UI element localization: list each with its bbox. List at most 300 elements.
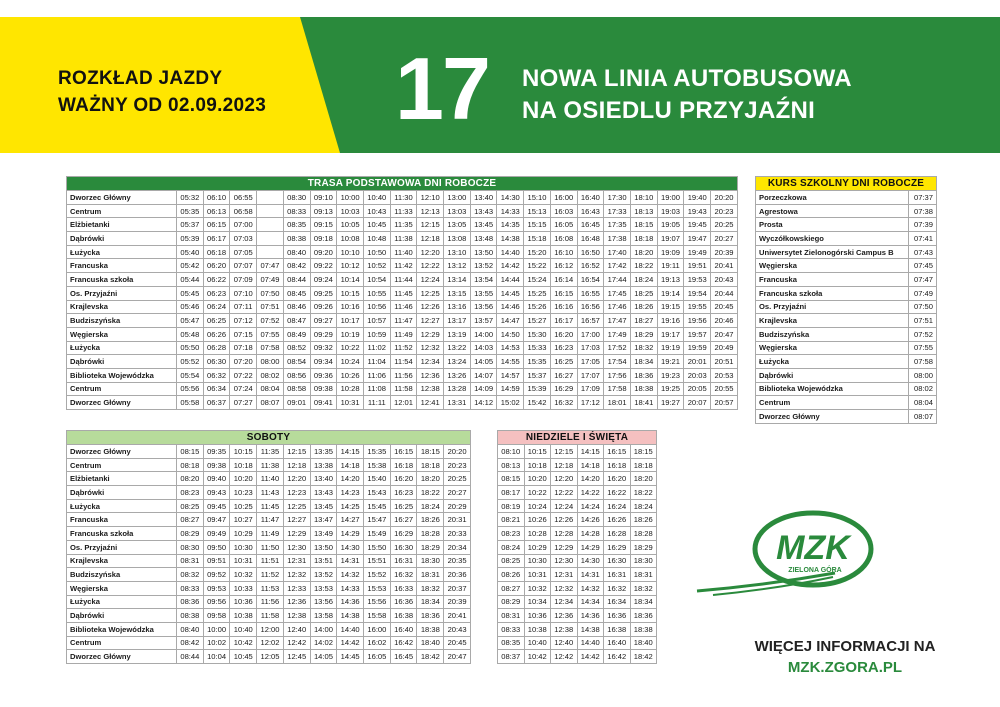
departure-time: 08:15 — [177, 445, 204, 459]
departure-time: 13:56 — [470, 300, 497, 314]
departure-time: 12:45 — [283, 650, 310, 664]
departure-time: 13:12 — [444, 259, 471, 273]
departure-time: 08:35 — [498, 636, 525, 650]
departure-time: 09:27 — [310, 314, 337, 328]
departure-time: 13:08 — [444, 232, 471, 246]
departure-time: 10:38 — [524, 622, 551, 636]
departure-time: 08:36 — [177, 595, 204, 609]
departure-time: 16:12 — [550, 259, 577, 273]
line-name-1: NOWA LINIA AUTOBUSOWA — [522, 65, 852, 92]
departure-time: 16:17 — [550, 314, 577, 328]
stop-name: Węgierska — [67, 581, 177, 595]
departure-time: 08:58 — [283, 382, 310, 396]
departure-time: 16:40 — [604, 636, 631, 650]
departure-time: 08:37 — [498, 650, 525, 664]
departure-time: 19:05 — [657, 218, 684, 232]
departure-time: 09:36 — [310, 368, 337, 382]
departure-time: 17:46 — [604, 300, 631, 314]
departure-time: 18:15 — [630, 218, 657, 232]
validity-notice — [58, 65, 338, 119]
departure-time: 08:26 — [498, 568, 525, 582]
departure-time: 07:07 — [230, 259, 257, 273]
departure-time: 14:07 — [470, 368, 497, 382]
departure-time: 06:37 — [203, 396, 230, 410]
departure-time: 10:50 — [363, 245, 390, 259]
departure-time: 16:32 — [390, 568, 417, 582]
departure-time: 20:47 — [444, 650, 471, 664]
stop-name: Centrum — [67, 636, 177, 650]
departure-time: 14:15 — [577, 445, 604, 459]
departure-time: 07:58 — [909, 355, 937, 369]
departure-time: 10:04 — [203, 650, 230, 664]
stop-name: Biblioteka Wojewódzka — [67, 622, 177, 636]
departure-time: 10:40 — [524, 636, 551, 650]
table-row — [67, 527, 471, 541]
departure-time: 12:30 — [283, 540, 310, 554]
table-row — [756, 368, 937, 382]
departure-time: 14:38 — [577, 622, 604, 636]
departure-time: 19:54 — [684, 286, 711, 300]
departure-time: 09:40 — [203, 472, 230, 486]
departure-time: 18:26 — [630, 300, 657, 314]
departure-time: 12:20 — [417, 245, 444, 259]
departure-time: 20:27 — [711, 232, 738, 246]
departure-time: 08:35 — [283, 218, 310, 232]
departure-time: 15:56 — [364, 595, 391, 609]
table-row — [67, 204, 738, 218]
departure-time: 12:42 — [551, 650, 578, 664]
departure-time: 07:51 — [909, 314, 937, 328]
table-row — [67, 636, 471, 650]
departure-time: 13:15 — [444, 286, 471, 300]
departure-time: 15:35 — [524, 355, 551, 369]
departure-time: 10:28 — [524, 527, 551, 541]
departure-time: 10:15 — [337, 286, 364, 300]
departure-time: 05:48 — [177, 327, 204, 341]
departure-time: 15:02 — [497, 396, 524, 410]
departure-time: 16:18 — [390, 458, 417, 472]
stop-name: Os. Przyjaźni — [67, 286, 177, 300]
departure-time: 09:32 — [310, 341, 337, 355]
departure-time: 19:11 — [657, 259, 684, 273]
departure-time: 12:20 — [283, 472, 310, 486]
departure-time: 08:21 — [498, 513, 525, 527]
table-row — [756, 327, 937, 341]
departure-time: 12:20 — [551, 472, 578, 486]
departure-time: 12:18 — [283, 458, 310, 472]
departure-time: 08:38 — [177, 609, 204, 623]
departure-time: 18:24 — [417, 499, 444, 513]
departure-time: 12:38 — [283, 609, 310, 623]
departure-time: 10:18 — [524, 458, 551, 472]
departure-time: 15:35 — [364, 445, 391, 459]
departure-time: 10:20 — [230, 472, 257, 486]
departure-time: 19:23 — [657, 368, 684, 382]
departure-time: 16:25 — [550, 355, 577, 369]
departure-time: 11:56 — [390, 368, 417, 382]
departure-time: 14:29 — [577, 540, 604, 554]
departure-time: 20:20 — [444, 445, 471, 459]
stop-name: Łużycka — [67, 245, 177, 259]
departure-time: 18:32 — [417, 581, 444, 595]
departure-time: 12:02 — [257, 636, 284, 650]
departure-time: 20:23 — [444, 458, 471, 472]
stop-name: Łużycka — [756, 355, 909, 369]
departure-time: 18:25 — [630, 286, 657, 300]
departure-time: 13:47 — [310, 513, 337, 527]
stop-name: Dąbrówki — [756, 368, 909, 382]
departure-time: 15:30 — [524, 327, 551, 341]
departure-time: 20:49 — [711, 341, 738, 355]
stop-name: Centrum — [67, 204, 177, 218]
departure-time: 17:09 — [577, 382, 604, 396]
school-timetable — [755, 176, 937, 424]
table-row — [498, 499, 657, 513]
departure-time: 10:22 — [524, 486, 551, 500]
departure-time: 07:18 — [230, 341, 257, 355]
departure-time: 14:40 — [577, 636, 604, 650]
departure-time: 09:24 — [310, 273, 337, 287]
departure-time: 09:43 — [203, 486, 230, 500]
departure-time: 09:47 — [203, 513, 230, 527]
departure-time: 17:03 — [577, 341, 604, 355]
departure-time: 14:25 — [337, 499, 364, 513]
departure-time: 09:56 — [203, 595, 230, 609]
departure-time: 16:00 — [364, 622, 391, 636]
departure-time: 12:15 — [551, 445, 578, 459]
departure-time: 07:27 — [230, 396, 257, 410]
departure-time: 07:52 — [257, 314, 284, 328]
departure-time: 18:30 — [417, 554, 444, 568]
departure-time: 11:43 — [257, 486, 284, 500]
departure-time: 16:42 — [390, 636, 417, 650]
departure-time: 20:35 — [444, 554, 471, 568]
departure-time: 11:35 — [257, 445, 284, 459]
departure-time: 20:23 — [711, 204, 738, 218]
departure-time: 09:45 — [203, 499, 230, 513]
departure-time — [257, 218, 284, 232]
departure-time: 14:05 — [470, 355, 497, 369]
departure-time: 19:57 — [684, 327, 711, 341]
departure-time: 15:13 — [524, 204, 551, 218]
departure-time: 18:32 — [630, 341, 657, 355]
departure-time: 20:20 — [711, 191, 738, 205]
departure-time: 13:48 — [470, 232, 497, 246]
departure-time: 19:07 — [657, 232, 684, 246]
departure-time: 18:30 — [630, 554, 657, 568]
departure-time: 09:18 — [310, 232, 337, 246]
departure-time: 14:55 — [497, 355, 524, 369]
departure-time: 07:52 — [909, 327, 937, 341]
departure-time: 10:45 — [363, 218, 390, 232]
departure-time: 11:45 — [257, 499, 284, 513]
departure-time: 12:26 — [417, 300, 444, 314]
departure-time: 14:31 — [577, 568, 604, 582]
departure-time: 17:49 — [604, 327, 631, 341]
departure-time: 19:53 — [684, 273, 711, 287]
departure-time: 10:34 — [524, 595, 551, 609]
departure-time: 18:36 — [417, 609, 444, 623]
departure-time: 15:20 — [524, 245, 551, 259]
departure-time: 16:18 — [604, 458, 631, 472]
stop-name: Krajlevska — [756, 314, 909, 328]
table-row — [498, 636, 657, 650]
departure-time: 12:23 — [283, 486, 310, 500]
departure-time: 10:52 — [363, 259, 390, 273]
departure-time: 12:42 — [283, 636, 310, 650]
table-row — [67, 486, 471, 500]
departure-time: 14:45 — [337, 650, 364, 664]
departure-time: 15:47 — [364, 513, 391, 527]
departure-time: 15:24 — [524, 273, 551, 287]
departure-time: 06:32 — [203, 368, 230, 382]
sunday-title-text: NIEDZIELE I ŚWIĘTA — [498, 431, 657, 445]
departure-time: 10:42 — [524, 650, 551, 664]
departure-time: 08:04 — [909, 396, 937, 410]
departure-time: 07:12 — [230, 314, 257, 328]
table-row — [67, 245, 738, 259]
departure-time: 19:47 — [684, 232, 711, 246]
departure-time: 18:28 — [630, 527, 657, 541]
departure-time: 20:01 — [684, 355, 711, 369]
departure-time: 10:23 — [230, 486, 257, 500]
departure-time: 13:50 — [470, 245, 497, 259]
departure-time: 09:22 — [310, 259, 337, 273]
departure-time: 10:30 — [230, 540, 257, 554]
departure-time: 16:05 — [550, 218, 577, 232]
table-row — [756, 314, 937, 328]
departure-time: 07:38 — [909, 204, 937, 218]
departure-time: 16:05 — [364, 650, 391, 664]
departure-time: 08:56 — [283, 368, 310, 382]
departure-time: 19:14 — [657, 286, 684, 300]
departure-time: 06:55 — [230, 191, 257, 205]
departure-time: 12:15 — [417, 218, 444, 232]
departure-time: 10:48 — [363, 232, 390, 246]
departure-time: 07:00 — [230, 218, 257, 232]
departure-time: 05:44 — [177, 273, 204, 287]
departure-time: 16:40 — [390, 622, 417, 636]
departure-time: 08:47 — [283, 314, 310, 328]
departure-time: 17:35 — [604, 218, 631, 232]
table-row — [756, 204, 937, 218]
departure-time: 16:30 — [604, 554, 631, 568]
departure-time: 17:07 — [577, 368, 604, 382]
departure-time: 07:39 — [909, 218, 937, 232]
more-info-url[interactable]: MZK.ZGORA.PL — [787, 659, 903, 676]
departure-time: 13:31 — [444, 396, 471, 410]
departure-time: 09:13 — [310, 204, 337, 218]
departure-time: 14:31 — [337, 554, 364, 568]
departure-time: 11:52 — [390, 341, 417, 355]
departure-time: 15:58 — [364, 609, 391, 623]
table-row — [67, 300, 738, 314]
table-row — [756, 191, 937, 205]
departure-time: 07:03 — [230, 232, 257, 246]
departure-time: 13:28 — [444, 382, 471, 396]
weekday-title-text: TRASA PODSTAWOWA DNI ROBOCZE — [67, 177, 738, 191]
departure-time: 10:12 — [337, 259, 364, 273]
departure-time: 20:45 — [444, 636, 471, 650]
departure-time: 12:31 — [283, 554, 310, 568]
departure-time: 18:22 — [417, 486, 444, 500]
departure-time: 07:55 — [257, 327, 284, 341]
departure-time: 16:31 — [390, 554, 417, 568]
departure-time: 12:34 — [551, 595, 578, 609]
table-row — [67, 191, 738, 205]
departure-time: 16:36 — [390, 595, 417, 609]
departure-time: 13:05 — [444, 218, 471, 232]
departure-time: 18:40 — [417, 636, 444, 650]
table-row — [756, 286, 937, 300]
departure-time: 06:18 — [203, 245, 230, 259]
departure-time: 09:34 — [310, 355, 337, 369]
sunday-title — [498, 431, 657, 445]
departure-time: 13:55 — [470, 286, 497, 300]
departure-time: 18:34 — [630, 595, 657, 609]
departure-time: 12:25 — [417, 286, 444, 300]
departure-time: 19:19 — [657, 341, 684, 355]
table-row — [67, 458, 471, 472]
stop-name: Francuska szkoła — [756, 286, 909, 300]
departure-time: 14:18 — [577, 458, 604, 472]
departure-time: 08:29 — [498, 595, 525, 609]
departure-time: 15:33 — [524, 341, 551, 355]
departure-time: 13:45 — [310, 499, 337, 513]
departure-time: 20:36 — [444, 568, 471, 582]
departure-time: 20:45 — [711, 300, 738, 314]
departure-time: 16:56 — [577, 300, 604, 314]
departure-time: 18:41 — [630, 396, 657, 410]
departure-time: 08:25 — [498, 554, 525, 568]
departure-time: 14:45 — [497, 286, 524, 300]
departure-time: 16:45 — [390, 650, 417, 664]
departure-time: 20:43 — [444, 622, 471, 636]
departure-time: 19:59 — [684, 341, 711, 355]
departure-time: 08:32 — [177, 568, 204, 582]
departure-time: 11:08 — [363, 382, 390, 396]
stop-name: Budziszyńska — [756, 327, 909, 341]
departure-time: 12:38 — [551, 622, 578, 636]
departure-time: 10:26 — [524, 513, 551, 527]
departure-time: 19:55 — [684, 300, 711, 314]
departure-time: 14:32 — [337, 568, 364, 582]
table-row — [756, 382, 937, 396]
departure-time: 14:38 — [497, 232, 524, 246]
stop-name: Porzeczkowa — [756, 191, 909, 205]
table-row — [67, 609, 471, 623]
departure-time: 07:43 — [909, 245, 937, 259]
table-row — [67, 273, 738, 287]
departure-time: 08:07 — [257, 396, 284, 410]
departure-time: 08:33 — [283, 204, 310, 218]
departure-time: 11:11 — [363, 396, 390, 410]
stop-name: Centrum — [756, 396, 909, 410]
stop-name: Dworzec Główny — [67, 445, 177, 459]
departure-time: 16:08 — [550, 232, 577, 246]
stop-name: Budziszyńska — [67, 568, 177, 582]
stop-name: Budziszyńska — [67, 314, 177, 328]
departure-time: 09:01 — [283, 396, 310, 410]
departure-time: 15:50 — [364, 540, 391, 554]
departure-time: 10:56 — [363, 300, 390, 314]
line-number: 17 — [395, 39, 489, 138]
departure-time: 08:10 — [498, 445, 525, 459]
stop-name: Łużycka — [67, 499, 177, 513]
table-row — [756, 410, 937, 424]
departure-time: 20:55 — [711, 382, 738, 396]
departure-time: 08:19 — [498, 499, 525, 513]
departure-time: 09:35 — [203, 445, 230, 459]
departure-time: 13:22 — [444, 341, 471, 355]
departure-time: 10:29 — [524, 540, 551, 554]
table-row — [67, 650, 471, 664]
departure-time: 11:30 — [390, 191, 417, 205]
table-row — [67, 499, 471, 513]
departure-time: 20:25 — [711, 218, 738, 232]
departure-time: 16:42 — [604, 650, 631, 664]
table-row — [67, 513, 471, 527]
stop-name: Wyczółkowskiego — [756, 232, 909, 246]
departure-time: 17:30 — [604, 191, 631, 205]
stop-name: Dąbrówki — [67, 355, 177, 369]
departure-time: 18:42 — [630, 650, 657, 664]
departure-time: 14:20 — [337, 472, 364, 486]
table-row — [67, 622, 471, 636]
departure-time: 12:15 — [283, 445, 310, 459]
departure-time: 07:05 — [230, 245, 257, 259]
stop-name: Elżbietanki — [67, 218, 177, 232]
departure-time: 08:04 — [257, 382, 284, 396]
validity-line-1: ROZKŁAD JAZDY — [58, 68, 223, 89]
departure-time: 06:20 — [203, 259, 230, 273]
departure-time: 08:31 — [498, 609, 525, 623]
departure-time: 16:38 — [390, 609, 417, 623]
table-row — [756, 273, 937, 287]
departure-time: 05:35 — [177, 204, 204, 218]
departure-time: 20:43 — [711, 273, 738, 287]
table-row — [498, 472, 657, 486]
departure-time: 10:29 — [230, 527, 257, 541]
departure-time: 14:42 — [337, 636, 364, 650]
departure-time: 09:53 — [203, 581, 230, 595]
departure-time: 08:33 — [498, 622, 525, 636]
departure-time: 07:50 — [257, 286, 284, 300]
departure-time: 09:29 — [310, 327, 337, 341]
departure-time: 11:47 — [257, 513, 284, 527]
table-row — [67, 218, 738, 232]
departure-time: 05:37 — [177, 218, 204, 232]
sunday-timetable — [497, 430, 657, 664]
departure-time: 16:40 — [577, 191, 604, 205]
departure-time: 14:36 — [577, 609, 604, 623]
departure-time: 20:27 — [444, 486, 471, 500]
validity-line-2: WAŻNY OD 02.09.2023 — [58, 95, 267, 116]
departure-time: 18:24 — [630, 499, 657, 513]
stop-name: Dworzec Główny — [67, 396, 177, 410]
departure-time: 14:33 — [497, 204, 524, 218]
departure-time: 13:35 — [310, 445, 337, 459]
departure-time: 08:52 — [283, 341, 310, 355]
departure-time: 11:56 — [257, 595, 284, 609]
departure-time: 07:51 — [257, 300, 284, 314]
stop-name: Dworzec Główny — [756, 410, 909, 424]
table-row — [756, 245, 937, 259]
departure-time: 20:53 — [711, 368, 738, 382]
departure-time: 14:30 — [497, 191, 524, 205]
departure-time: 05:58 — [177, 396, 204, 410]
departure-time: 08:42 — [177, 636, 204, 650]
